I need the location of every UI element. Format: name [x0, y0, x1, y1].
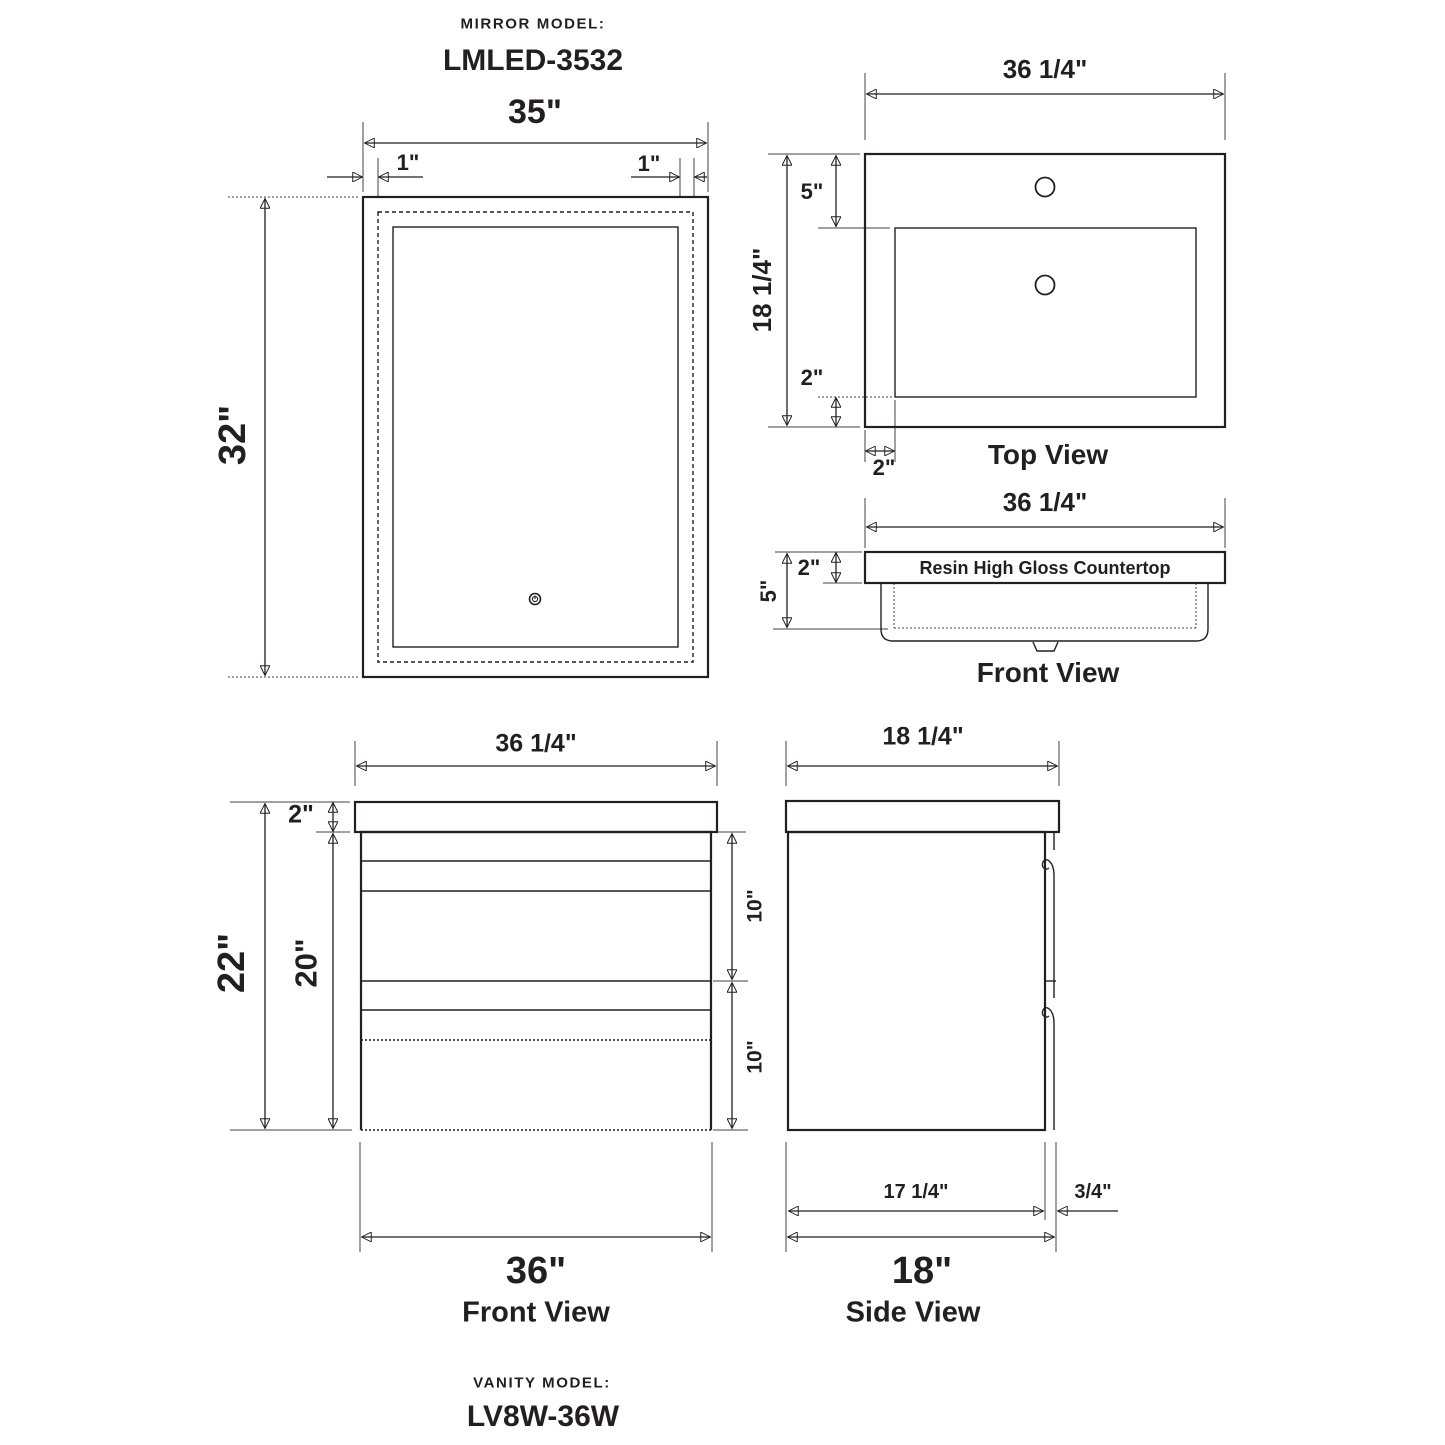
vanity-model-number: LV8W-36W [466, 1400, 620, 1433]
mirror-height-dim: 32" [212, 404, 254, 466]
top-view-basin-left-dim: 2" [872, 455, 896, 480]
mirror-model-number: LMLED-3532 [442, 44, 624, 77]
mirror-model-header: MIRROR MODEL: [460, 15, 606, 33]
vanity-front-view-title: Front View [462, 1296, 610, 1329]
top-view-title: Top View [987, 439, 1109, 470]
mirror-front-drawing [228, 122, 708, 677]
countertop-material-label: Resin High Gloss Countertop [919, 558, 1171, 578]
vanity-model-header: VANITY MODEL: [473, 1374, 611, 1392]
power-sensor-icon [530, 594, 541, 605]
top-view-faucet-offset-dim: 5" [800, 179, 824, 204]
mirror-width-dim: 35" [508, 93, 562, 131]
drain-hole [1036, 276, 1055, 295]
mirror-frame-left-dim: 1" [396, 150, 420, 175]
countertop-front-view-title: Front View [976, 657, 1120, 688]
vanity-side-drawing [786, 741, 1118, 1252]
countertop-width-dim: 36 1/4" [1002, 487, 1088, 517]
side-view-top-depth-dim: 18 1/4" [882, 722, 964, 751]
top-view-basin-bottom-dim: 2" [800, 365, 824, 390]
mirror-frame-right-dim: 1" [637, 151, 661, 176]
side-view-title: Side View [845, 1296, 981, 1329]
vanity-countertop-thickness-dim: 2" [288, 800, 314, 829]
vanity-front-top-width-dim: 36 1/4" [495, 729, 577, 758]
drain-stub [1033, 642, 1058, 651]
side-view-bottom-depth-dim: 18" [891, 1250, 953, 1292]
sink-top-view-drawing [768, 73, 1225, 462]
drawer2-height-dim: 10" [743, 1040, 767, 1074]
countertop-thickness-dim: 2" [797, 555, 821, 580]
top-view-depth-dim: 18 1/4" [747, 247, 777, 333]
vanity-cabinet-height-dim: 20" [288, 938, 324, 988]
side-view-drawer-front-dim: 3/4" [1074, 1181, 1112, 1203]
countertop-height-dim: 5" [756, 579, 781, 603]
top-view-width-dim: 36 1/4" [1002, 54, 1088, 84]
vanity-front-bottom-width-dim: 36" [505, 1250, 567, 1292]
side-view-body-depth-dim: 17 1/4" [883, 1181, 949, 1203]
faucet-hole [1036, 178, 1055, 197]
drawer1-height-dim: 10" [743, 889, 767, 923]
vanity-total-height-dim: 22" [211, 932, 253, 994]
